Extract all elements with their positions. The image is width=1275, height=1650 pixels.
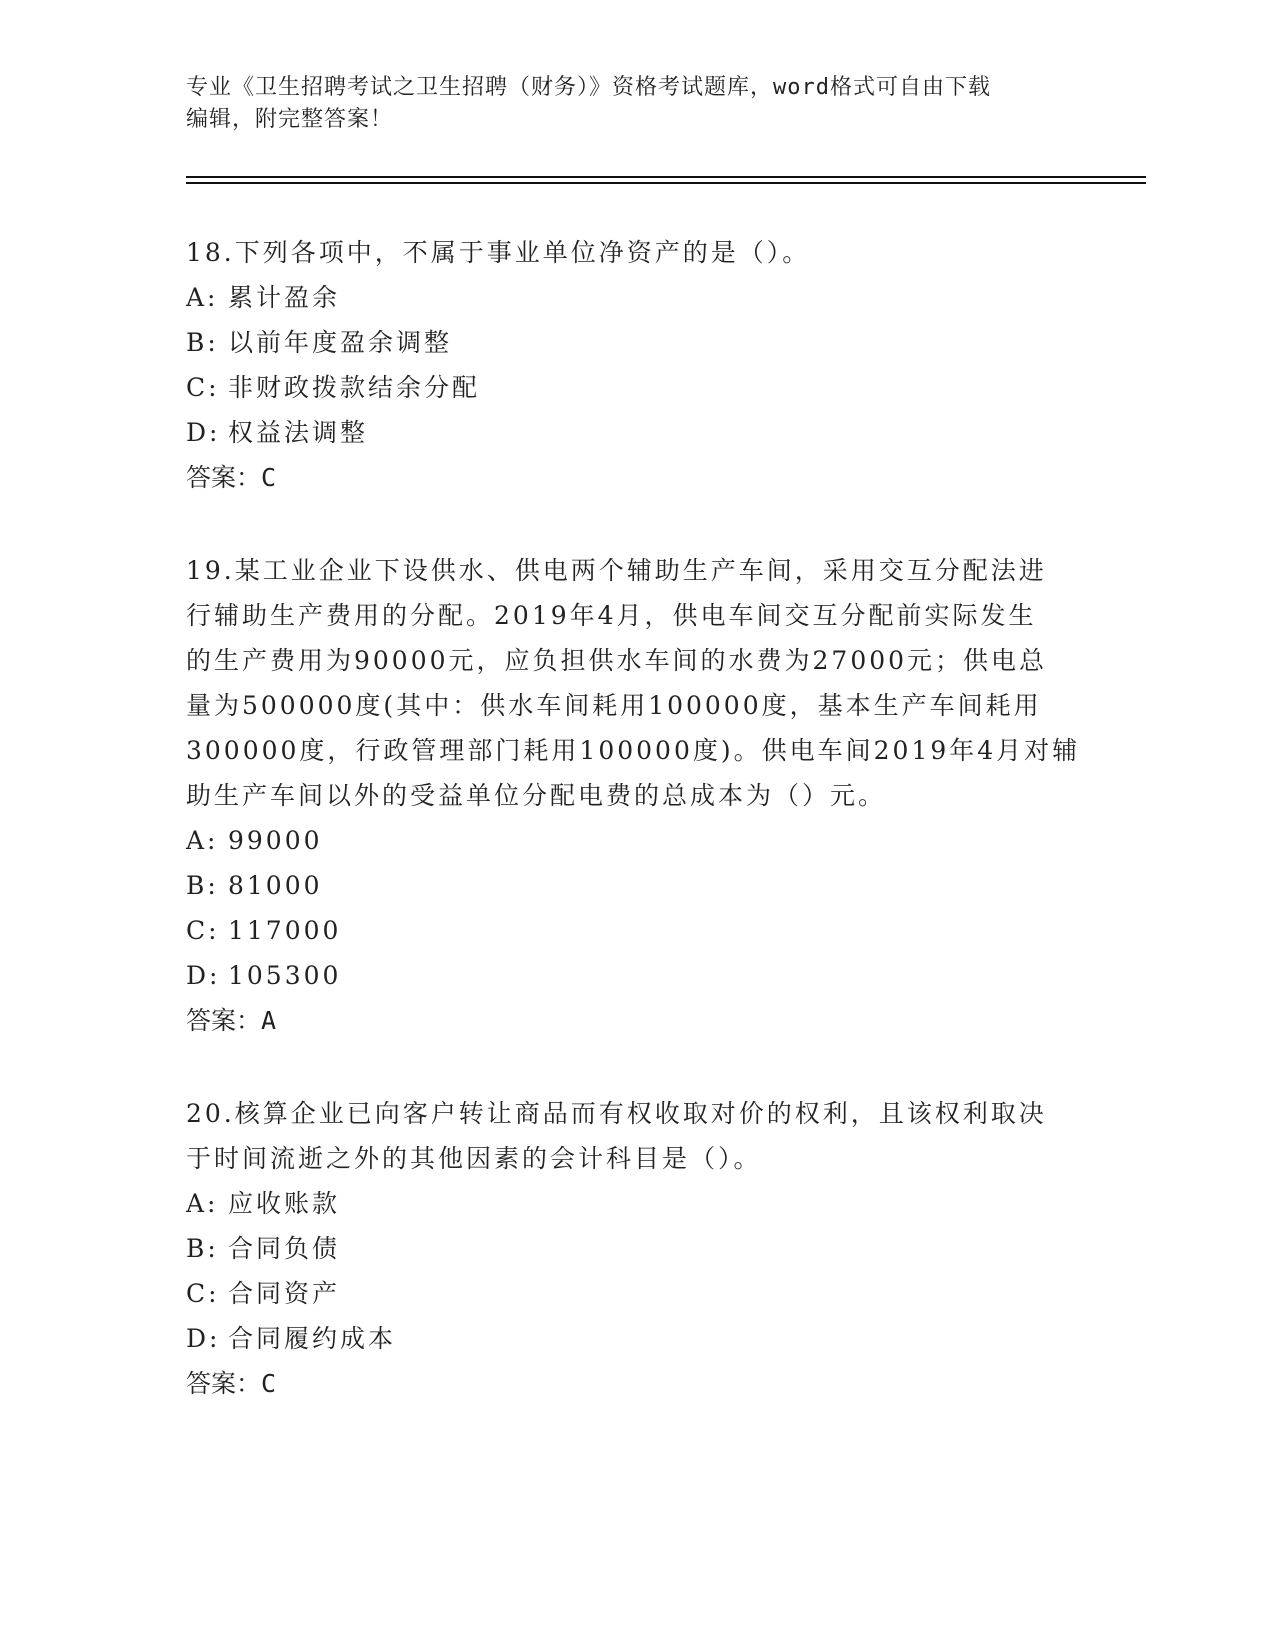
option-letter: D: (186, 1324, 221, 1353)
option-letter: B: (186, 1234, 219, 1263)
question-text-line: 量为500000度(其中：供水车间耗用100000度，基本生产车间耗用 (186, 691, 1042, 720)
question-20 (186, 1091, 1086, 1406)
option-letter: D: (186, 961, 221, 990)
header-line-1: 专业《卫生招聘考试之卫生招聘（财务）》资格考试题库，word格式可自由下载 (186, 75, 991, 100)
option-d (186, 953, 1086, 998)
answer-label: 答案： (186, 1369, 262, 1398)
question-text-line: 助生产车间以外的受益单位分配电费的总成本为（）元。 (186, 781, 887, 810)
option-text: 累计盈余 (228, 283, 341, 312)
option-b (186, 1226, 1086, 1271)
question-19 (186, 548, 1086, 1043)
option-a (186, 818, 1086, 863)
option-letter: B: (186, 871, 219, 900)
option-text: 合同负债 (228, 1234, 341, 1263)
option-text: 81000 (228, 871, 323, 900)
option-letter: A: (186, 283, 219, 312)
answer (186, 998, 1086, 1043)
answer-label: 答案： (186, 463, 262, 492)
option-letter: C: (186, 916, 220, 945)
option-a (186, 275, 1086, 320)
header-line-2: 编辑，附完整答案！ (186, 107, 394, 132)
option-letter: D: (186, 418, 221, 447)
answer (186, 455, 1086, 500)
question-text-line: 300000度，行政管理部门耗用100000度)。供电车间2019年4月对辅 (186, 736, 1081, 765)
question-text-line: 19.某工业企业下设供水、供电两个辅助生产车间，采用交互分配法进 (186, 556, 1047, 585)
option-letter: B: (186, 328, 219, 357)
option-c (186, 908, 1086, 953)
option-c (186, 1271, 1086, 1316)
answer-value: A (261, 1006, 277, 1035)
option-text: 权益法调整 (228, 418, 369, 447)
answer-value: C (261, 1369, 277, 1398)
option-text: 105300 (228, 961, 342, 990)
option-text: 合同履约成本 (228, 1324, 397, 1353)
option-d (186, 410, 1086, 455)
option-a (186, 1181, 1086, 1226)
question-18 (186, 230, 1086, 500)
option-letter: A: (186, 826, 219, 855)
option-b (186, 863, 1086, 908)
option-text: 合同资产 (228, 1279, 341, 1308)
question-text: 18.下列各项中，不属于事业单位净资产的是（）。 (186, 238, 811, 267)
option-text: 以前年度盈余调整 (228, 328, 453, 357)
question-text-line: 的生产费用为90000元，应负担供水车间的水费为27000元；供电总 (186, 646, 1048, 675)
option-letter: A: (186, 1189, 219, 1218)
answer (186, 1361, 1086, 1406)
option-text: 117000 (228, 916, 342, 945)
option-text: 应收账款 (228, 1189, 341, 1218)
answer-label: 答案： (186, 1006, 262, 1035)
option-text: 非财政拨款结余分配 (228, 373, 481, 402)
option-b (186, 320, 1086, 365)
document-header (186, 72, 1086, 136)
question-text-line: 行辅助生产费用的分配。2019年4月，供电车间交互分配前实际发生 (186, 601, 1037, 630)
question-text-line: 20.核算企业已向客户转让商品而有权收取对价的权利，且该权利取决 (186, 1099, 1047, 1128)
option-c (186, 365, 1086, 410)
option-text: 99000 (228, 826, 323, 855)
header-divider-top (186, 176, 1146, 178)
option-d (186, 1316, 1086, 1361)
header-divider-bottom (186, 182, 1146, 184)
answer-value: C (261, 463, 277, 492)
question-text-line: 于时间流逝之外的其他因素的会计科目是（）。 (186, 1144, 762, 1173)
option-letter: C: (186, 1279, 220, 1308)
option-letter: C: (186, 373, 220, 402)
